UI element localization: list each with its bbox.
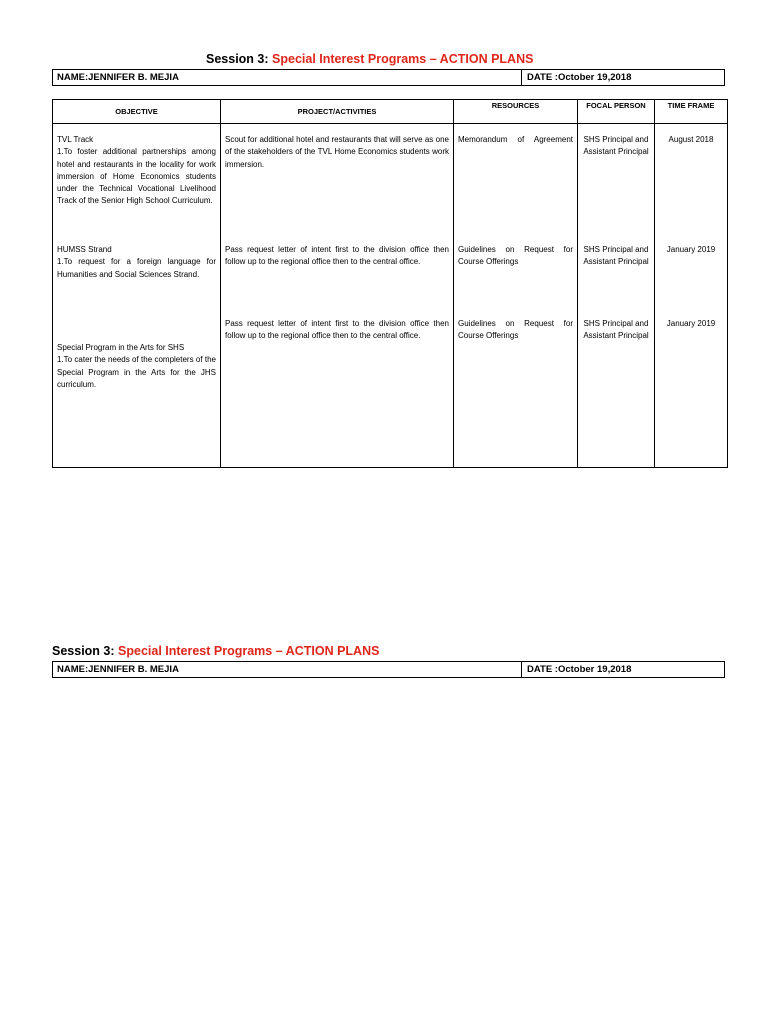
session-label: Session 3:: [206, 52, 269, 66]
objective-heading: HUMSS Strand: [57, 245, 112, 254]
name-field: NAME:JENNIFER B. MEJIA: [53, 662, 522, 677]
resources-entry: Guidelines on Request for Course Offerings: [458, 319, 573, 341]
program-title: Special Interest Programs – ACTION PLANS: [272, 52, 534, 66]
focal-person-cell: [578, 124, 655, 468]
project-entry: Pass request letter of intent first to the division office then follow up to the regional office then to the central office.: [225, 319, 449, 341]
focal-person-entry: SHS Principal and Assistant Principal: [583, 319, 649, 341]
objective-entry: [57, 244, 216, 330]
time-frame-cell: [655, 124, 728, 468]
project-cell: [221, 124, 454, 468]
objective-heading: Special Program in the Arts for SHS: [57, 343, 185, 352]
date-field: DATE :October 19,2018: [527, 664, 632, 675]
resources-text: Memorandum of Agreement: [458, 135, 573, 144]
table-row: [53, 124, 728, 468]
project-entry: Pass request letter of intent first to the division office then follow up to the regional office then to the central office.: [225, 245, 449, 267]
header-objective: OBJECTIVE: [53, 100, 221, 124]
resources-entry: Guidelines on Request for Course Offerings: [458, 245, 573, 267]
objective-heading: TVL Track: [57, 135, 94, 144]
header-resources: RESOURCES: [454, 100, 578, 124]
objective-entry: [57, 342, 216, 391]
date-field: DATE :October 19,2018: [527, 72, 632, 83]
table-header-row: [53, 100, 728, 124]
objective-text: 1.To cater the needs of the completers of the Special Program in the Arts for the JHS curriculum.: [57, 355, 216, 389]
program-title: Special Interest Programs – ACTION PLANS: [118, 644, 380, 658]
session-title: [206, 52, 533, 66]
header-time-frame: TIME FRAME: [655, 100, 728, 124]
focal-person-entry: SHS Principal and Assistant Principal: [583, 245, 649, 267]
action-plan-table: [52, 99, 728, 468]
session-label: Session 3:: [52, 644, 115, 658]
time-frame-entry: January 2019: [666, 245, 716, 254]
name-date-bar: [52, 661, 725, 678]
name-field: NAME:JENNIFER B. MEJIA: [53, 70, 522, 85]
time-frame-entry: January 2019: [666, 319, 716, 328]
resources-cell: [454, 124, 578, 468]
objective-text: 1.To request for a foreign language for Humanities and Social Sciences Strand.: [57, 257, 216, 279]
header-project: PROJECT/ACTIVITIES: [221, 100, 454, 124]
session-title: [52, 644, 379, 658]
time-frame-entry: August 2018: [668, 135, 714, 144]
objective-cell: [53, 124, 221, 468]
focal-person-entry: SHS Principal and Assistant Principal: [583, 135, 649, 157]
objective-entry: [57, 134, 216, 232]
project-entry: Scout for additional hotel and restaurants that will serve as one of the stakeholders of the TVL Home Economics students work immersion.: [225, 135, 449, 169]
objective-text: 1.To foster additional partnerships among hotel and restaurants in the locality for work immersion of Home Economics students under the Technical Vocational Livelihood Track of the Senior High School Curriculum.: [57, 147, 216, 206]
header-focal-person: FOCAL PERSON: [578, 100, 655, 124]
name-date-bar: [52, 69, 725, 86]
resources-entry: [458, 134, 573, 232]
